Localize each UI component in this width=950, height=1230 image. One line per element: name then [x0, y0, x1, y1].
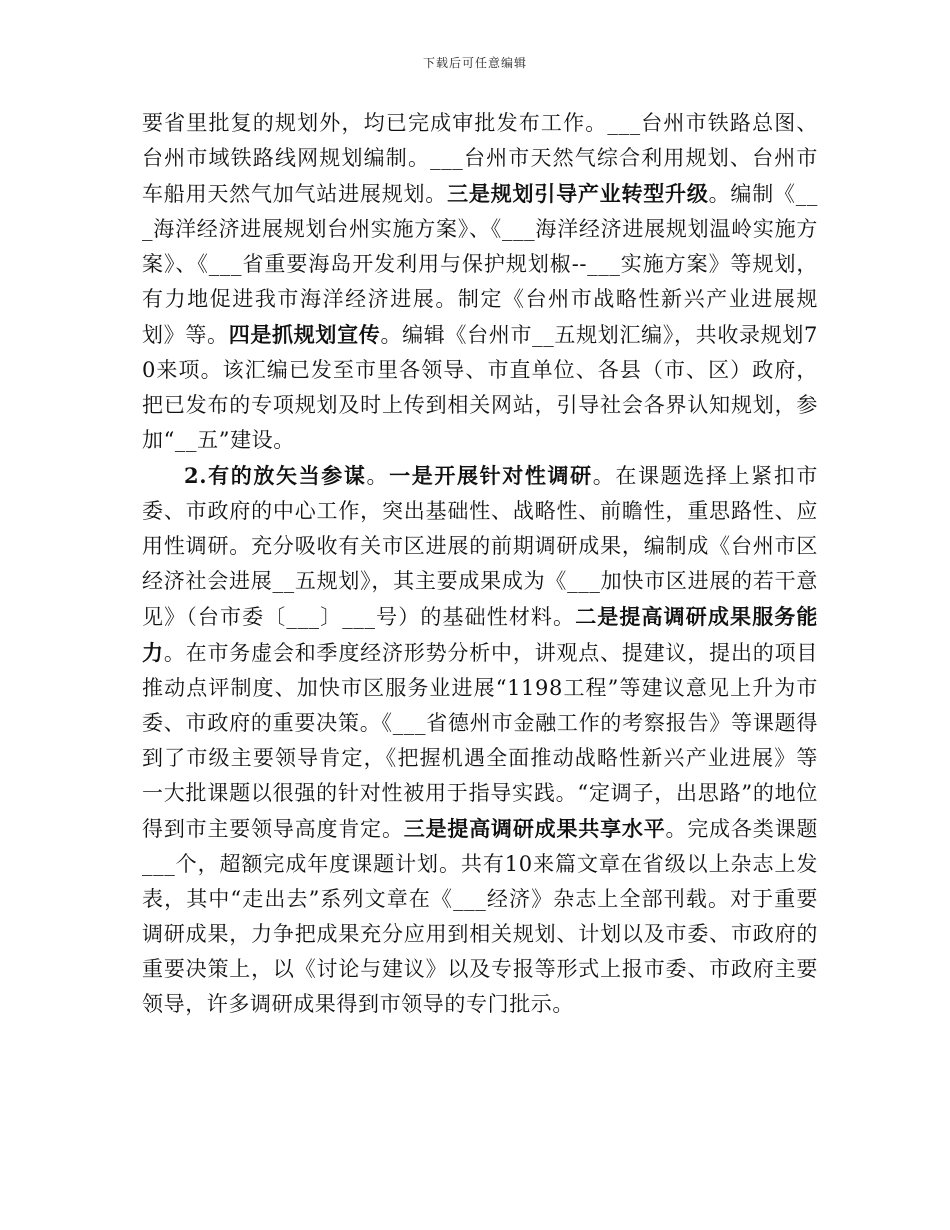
- text-run: 。在课题选择上紧扣市委、市政府的中心工作，突出基础性、战略性、前瞻性，重思路性、应用性调研。充分吸收有关市区进展的前期调研成果，编制成《台州市区经济社会进展__五规划》，其主要成果成为《___加快市区进展的若干意见》（台市委〔___〕___号）的基础性材料。: [142, 464, 818, 629]
- bold-heading-run: 二是提高调研成果服务能力: [142, 604, 818, 665]
- text-run: 。完成各类课题___个，超额完成年度课题计划。共有10来篇文章在省级以上杂志上发表，其中“走出去”系列文章在《___经济》杂志上全部刊载。对于重要调研成果，力争把成果充分应用到相关规划、计划以及市委、市政府的重要决策上，以《讨论与建议》以及专报等形式上报市委、市政府主要领导，许多调研成果得到市领导的专门批示。: [142, 817, 819, 1016]
- bold-heading-run: 三是提高调研成果共享水平: [403, 816, 666, 841]
- text-run: 。编辑《台州市__五规划汇编》，共收录规划70来项。该汇编已发至市里各领导、市直单位、各县（市、区）政府，把已发布的专项规划及时上传到相关网站，引导社会各界认知规划，参加“__五”建设。: [142, 323, 818, 452]
- document-body: [142, 106, 818, 1022]
- bold-heading-run: 三是规划引导产业转型升级: [447, 181, 709, 206]
- text-run: 。在市务虚会和季度经济形势分析中，讲观点、提建议，提出的项目推动点评制度、加快市区服务业进展“1198工程”等建议意见上升为市委、市政府的重要决策。《___省德州市金融工作的考察报告》等课题得到了市级主要领导肯定，《把握机遇全面推动战略性新兴产业进展》等一大批课题以很强的针对性被用于指导实践。“定调子，出思路”的地位得到市主要领导高度肯定。: [142, 641, 819, 841]
- page-header: 下载后可任意编辑: [422, 56, 527, 70]
- bold-heading-run: 四是抓规划宣传: [228, 322, 381, 347]
- text-run: 。: [366, 464, 390, 488]
- section-heading: 2.有的放矢当参谋: [184, 463, 367, 488]
- bold-heading-run: 一是开展针对性调研: [389, 463, 593, 488]
- paragraph-2: [142, 458, 818, 1022]
- text-run: 要省里批复的规划外，均已完成审批发布工作。___台州市铁路总图、台州市域铁路线网规划编制。___台州市天然气综合利用规划、台州市车船用天然气加气站进展规划。: [142, 111, 818, 206]
- paragraph-1: [142, 106, 818, 458]
- text-run: 。编制《___海洋经济进展规划台州实施方案》、《___海洋经济进展规划温岭实施方案》、《___省重要海岛开发利用与保护规划椒--___实施方案》等规划，有力地促进我市海洋经济进展。制定《台州市战略性新兴产业进展规划》等。: [142, 182, 818, 347]
